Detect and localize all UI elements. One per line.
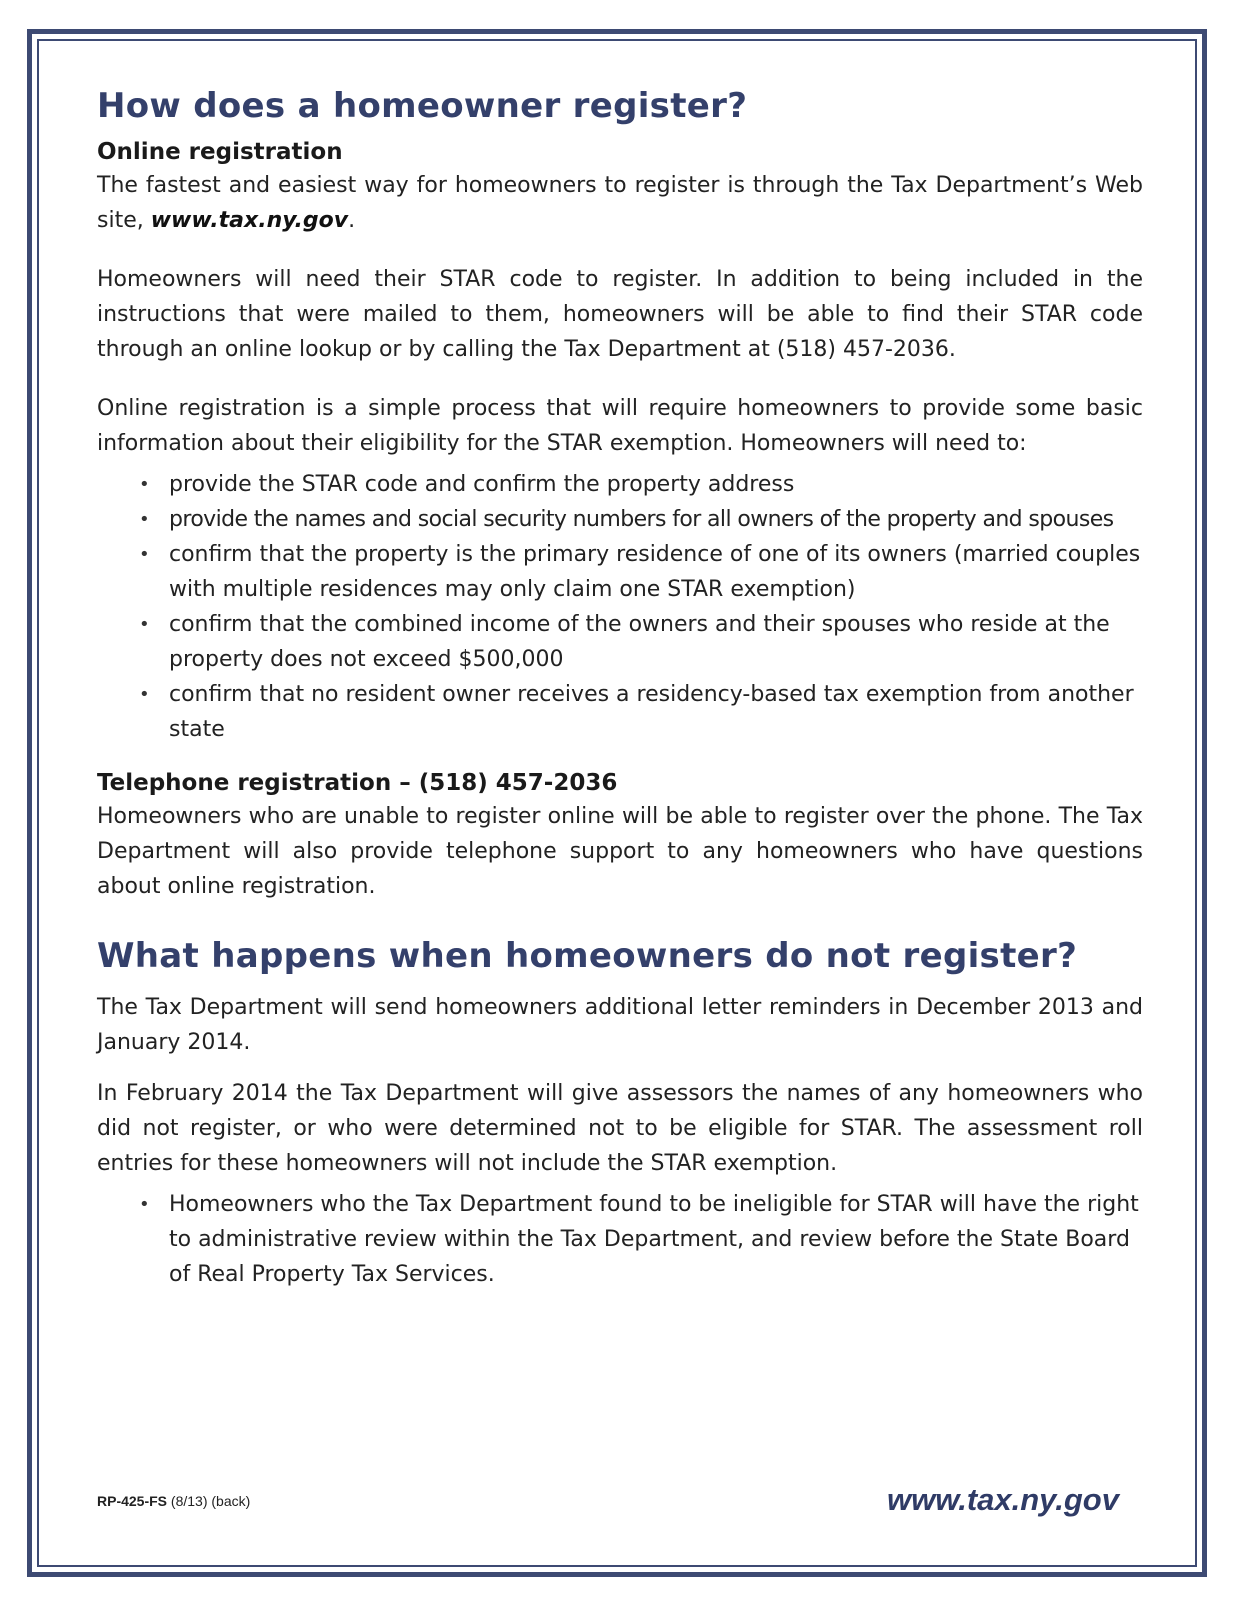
online-intro-paragraph (97, 168, 1143, 238)
list-item: • confirm that no resident owner receives a residency-based tax exemption from another state (97, 677, 1143, 747)
list-item: • provide the STAR code and confirm the property address (97, 467, 1143, 502)
footer-website-link[interactable]: www.tax.ny.gov (887, 1482, 1119, 1517)
tax-website-link[interactable]: www.tax.ny.gov (150, 208, 349, 234)
document-body (97, 84, 1143, 1292)
list-item: • confirm that the combined income of the owners and their spouses who reside at the property does not exceed $500,000 (97, 607, 1143, 677)
online-intro-end: . (348, 208, 356, 234)
form-code: RP-425-FS (97, 1493, 168, 1509)
online-process-paragraph: Online registration is a simple process that will require homeowners to provide some basic information about their eligibility for the STAR exemption. Homeowners will need to: (97, 396, 1143, 457)
section-heading-not-register: What happens when homeowners do not register? (97, 935, 1078, 976)
form-identifier (97, 1493, 250, 1509)
list-item: • provide the names and social security numbers for all owners of the property and spouses (97, 502, 1143, 537)
review-list (97, 1187, 1143, 1292)
form-date: (8/13) (back) (170, 1493, 251, 1509)
assessors-paragraph: In February 2014 the Tax Department will give assessors the names of any homeowners who did not register, or who were determined not to be eligible for STAR. The assessment roll entries for these homeowners will not include the STAR exemption. (97, 1081, 1143, 1177)
subheading-online-registration: Online registration (97, 139, 343, 166)
subheading-telephone-registration: Telephone registration – (518) 457-2036 (97, 770, 618, 797)
star-code-paragraph: Homeowners will need their STAR code to register. In addition to being included in the instructions that were mailed to them, homeowners will be able to find their STAR code through an online lookup or by calling the Tax Department at (518) 457-2036. (97, 267, 1143, 363)
telephone-paragraph: Homeowners who are unable to register online will be able to register over the phone. The Tax Department will also provide telephone support to any homeowners who have questions about online registration. (97, 803, 1143, 899)
reminders-paragraph: The Tax Department will send homeowners additional letter reminders in December 2013 and January 2014. (97, 995, 1143, 1056)
list-item: • confirm that the property is the primary residence of one of its owners (married couples with multiple residences may only claim one STAR exemption) (97, 537, 1143, 607)
requirements-list (97, 467, 1143, 747)
online-intro-text: The fastest and easiest way for homeowners to register is through the Tax Department’s Web site, (97, 173, 1143, 234)
section-heading-register: How does a homeowner register? (97, 86, 748, 126)
list-item: • Homeowners who the Tax Department found to be ineligible for STAR will have the right to administrative review within the Tax Department, and review before the State Board of Real Property Tax Services. (97, 1187, 1143, 1292)
